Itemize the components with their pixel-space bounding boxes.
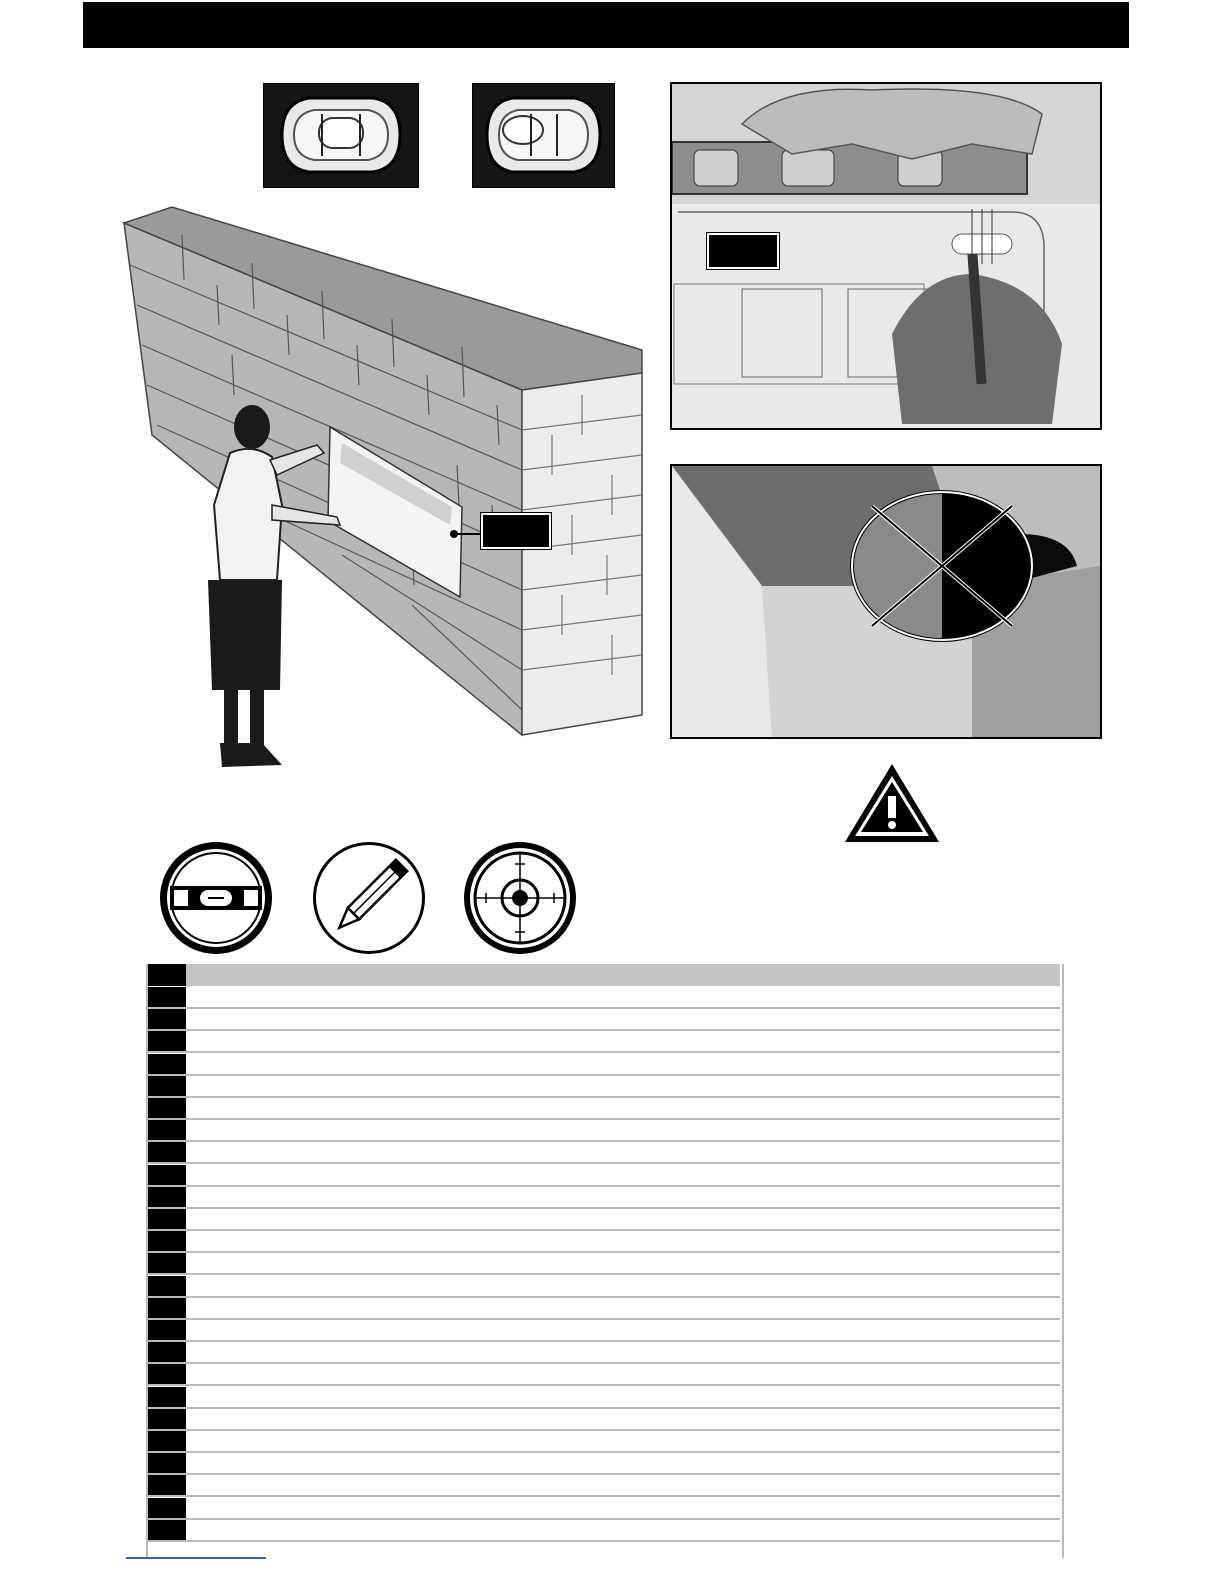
table-header-num	[148, 964, 186, 986]
row-text	[192, 1276, 1056, 1296]
table-row	[148, 1031, 1060, 1053]
table-row	[148, 1209, 1060, 1231]
table-row	[148, 1098, 1060, 1120]
table-row	[148, 1009, 1060, 1031]
wall-installation-illustration	[112, 205, 647, 775]
pencil-icon	[311, 840, 427, 956]
row-text	[192, 1187, 1056, 1207]
row-text	[192, 1453, 1056, 1473]
table-row	[148, 987, 1060, 1009]
row-text	[192, 1165, 1056, 1185]
row-number	[148, 1076, 186, 1096]
photo-callout-label	[707, 233, 779, 269]
row-number	[148, 1187, 186, 1207]
row-number	[148, 1342, 186, 1362]
table-row	[148, 1475, 1060, 1497]
row-number	[148, 1098, 186, 1118]
row-number	[148, 1120, 186, 1140]
row-number	[148, 987, 186, 1007]
row-text	[192, 1475, 1056, 1495]
row-number	[148, 1031, 186, 1051]
level-bubble-vial-image	[263, 83, 419, 188]
row-number	[148, 1498, 186, 1518]
table-row	[148, 1431, 1060, 1453]
table-row	[148, 1165, 1060, 1187]
row-number	[148, 1520, 186, 1540]
table-row	[148, 1187, 1060, 1209]
table-row	[148, 1298, 1060, 1320]
wall-callout-label	[481, 513, 551, 549]
row-text	[192, 1320, 1056, 1340]
table-row	[148, 1054, 1060, 1076]
row-text	[192, 987, 1056, 1007]
row-text	[192, 1298, 1056, 1318]
table-row	[148, 1520, 1060, 1542]
row-number	[148, 1431, 186, 1451]
row-text	[192, 1431, 1056, 1451]
table-row	[148, 1387, 1060, 1409]
row-text	[192, 1498, 1056, 1518]
table-row	[148, 1364, 1060, 1386]
drill-target-photo	[670, 464, 1102, 739]
row-number	[148, 1209, 186, 1229]
row-number	[148, 1165, 186, 1185]
row-text	[192, 1387, 1056, 1407]
row-number	[148, 1276, 186, 1296]
row-text	[192, 1231, 1056, 1251]
table-row	[148, 1076, 1060, 1098]
off-level-bubble-vial-image	[472, 83, 615, 188]
table-header	[148, 964, 1060, 986]
row-number	[148, 1054, 186, 1074]
row-text	[192, 1364, 1056, 1384]
target-icon	[462, 840, 578, 956]
row-text	[192, 1009, 1056, 1029]
footer-link-underline[interactable]	[126, 1557, 266, 1559]
table-row	[148, 1142, 1060, 1164]
row-text	[192, 1076, 1056, 1096]
row-text	[192, 1209, 1056, 1229]
table-row	[148, 1342, 1060, 1364]
row-text	[192, 1054, 1056, 1074]
row-text	[192, 1253, 1056, 1273]
row-text	[192, 1342, 1056, 1362]
row-text	[192, 1520, 1056, 1540]
table-row	[148, 1253, 1060, 1275]
row-text	[192, 1409, 1056, 1429]
table-row	[148, 1276, 1060, 1298]
table-row	[148, 1498, 1060, 1520]
table-row	[148, 1453, 1060, 1475]
title-bar	[83, 2, 1129, 48]
warning-icon	[843, 762, 941, 844]
row-number	[148, 1453, 186, 1473]
table-row	[148, 1120, 1060, 1142]
row-number	[148, 1364, 186, 1384]
row-text	[192, 1098, 1056, 1118]
row-number	[148, 1387, 186, 1407]
row-text	[192, 1031, 1056, 1051]
level-icon	[158, 840, 274, 956]
row-number	[148, 1009, 186, 1029]
row-text	[192, 1142, 1056, 1162]
row-number	[148, 1231, 186, 1251]
row-number	[148, 1253, 186, 1273]
row-number	[148, 1142, 186, 1162]
row-text	[192, 1120, 1056, 1140]
row-number	[148, 1409, 186, 1429]
table-row	[148, 1409, 1060, 1431]
row-number	[148, 1320, 186, 1340]
row-number	[148, 1475, 186, 1495]
row-number	[148, 1298, 186, 1318]
table-row	[148, 1231, 1060, 1253]
page-title	[83, 14, 95, 36]
table-row	[148, 1320, 1060, 1342]
